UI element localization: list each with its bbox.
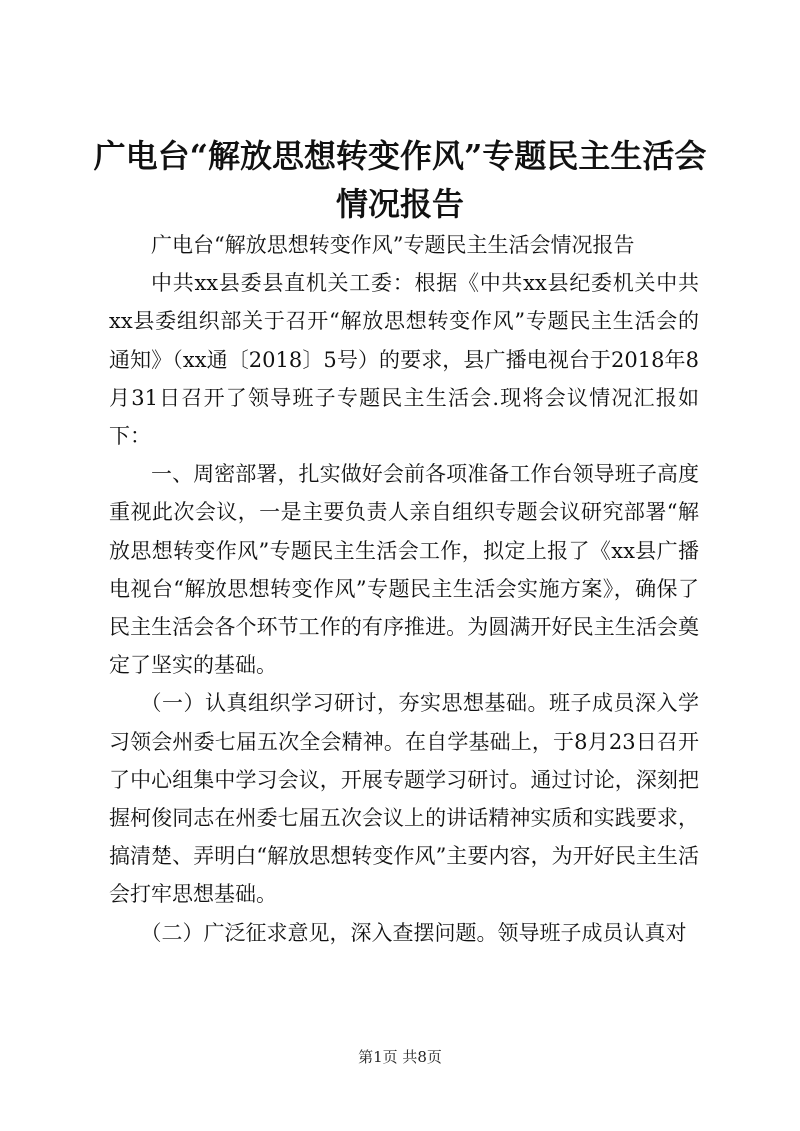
paragraph-salutation: 中共xx县委县直机关工委：根据《中共xx县纪委机关中共xx县委组织部关于召开“解放思想转变作风”专题民主生活会的通知》（xx通〔2018〕5号）的要求，县广播电视台于2018年8月31日召开了领导班子专题民主生活会.现将会议情况汇报如下： <box>109 271 699 449</box>
paragraph-subsection-one: （一）认真组织学习研讨，夯实思想基础。班子成员深入学习领会州委七届五次全会精神。在自学基础上，于8月23日召开了中心组集中学习会议，开展专题学习研讨。通过讨论，深刻把握柯俊同志在州委七届五次会议上的讲话精神实质和实践要求，搞清楚、弄明白“解放思想转变作风”主要内容，为开好民主生活会打牢思想基础。 <box>109 691 699 907</box>
page-number-footer: 第1页 共8页 <box>358 1048 442 1066</box>
document-title: 广电台“解放思想转变作风”专题民主生活会情况报告 <box>93 137 707 223</box>
paragraph-section-one: 一、周密部署，扎实做好会前各项准备工作台领导班子高度重视此次会议，一是主要负责人亲自组织专题会议研究部署“解放思想转变作风”专题民主生活会工作，拟定上报了《xx县广播电视台“解放思想转变作风”专题民主生活会实施方案》，确保了民主生活会各个环节工作的有序推进。为圆满开好民主生活会奠定了坚实的基础。 <box>109 462 699 678</box>
document-body <box>109 226 699 952</box>
paragraph-subsection-two: （二）广泛征求意见，深入查摆问题。领导班子成员认真对 <box>140 920 687 945</box>
paragraph-subtitle: 广电台“解放思想转变作风”专题民主生活会情况报告 <box>151 233 635 257</box>
